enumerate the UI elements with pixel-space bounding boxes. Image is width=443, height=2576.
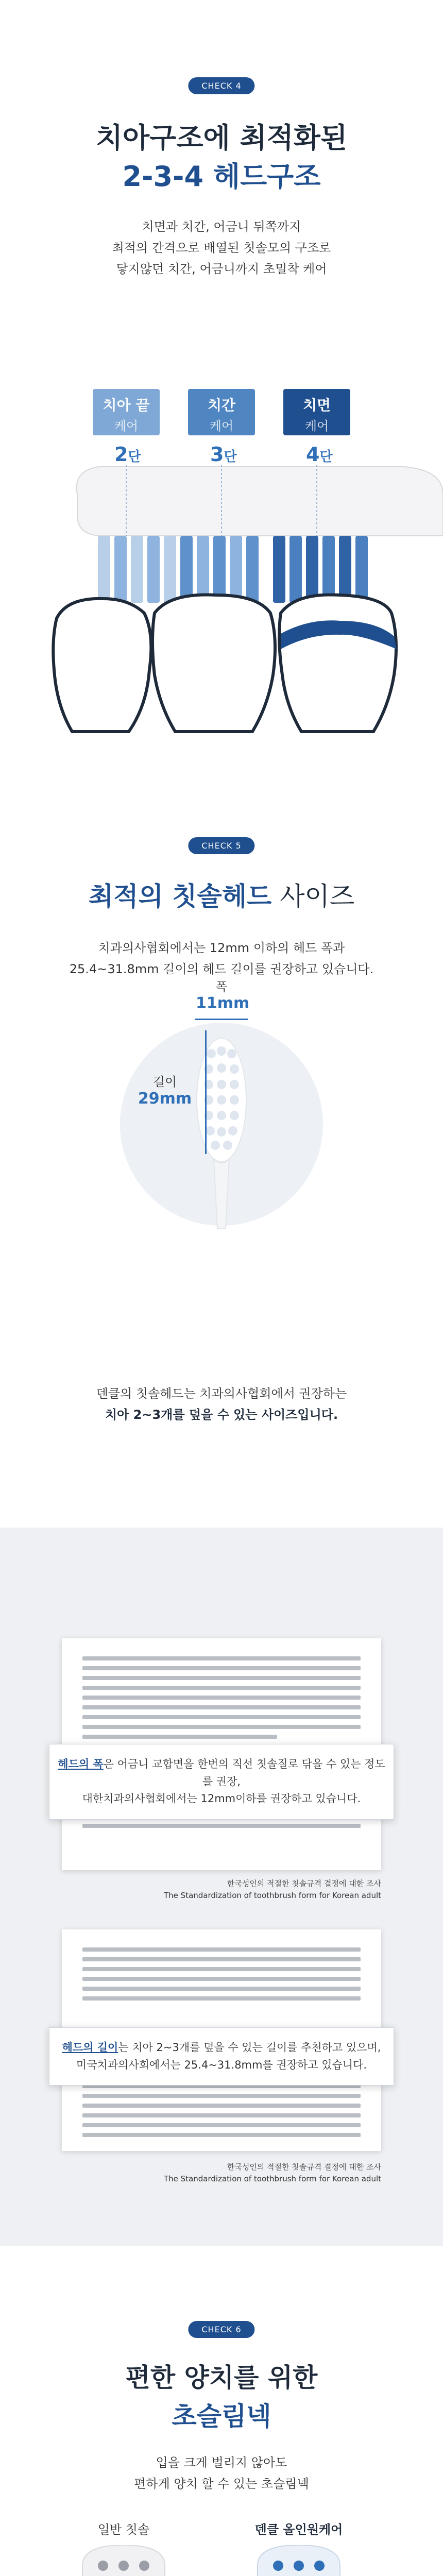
callout-1-highlight: 헤드의 폭 [58,1758,104,1770]
label-surface-care-sub: 케어 [304,419,329,433]
label-tip-care-title: 치아 끝 [103,397,150,414]
source-1-korean: 한국성인의 적절한 칫솔규격 결정에 대한 조사 [227,1879,381,1888]
step-3: 3단 [210,443,237,466]
label-interdental-care-title: 치간 [207,397,236,414]
check4-body [0,216,443,279]
brush-head-front-view [170,1023,273,1229]
check6-section [0,2246,443,2576]
length-label: 길이 [152,1075,177,1089]
width-label: 폭 [215,979,228,994]
check6-body-line1: 입을 크게 벌리지 않아도 [156,2455,287,2470]
label-surface-care [283,389,350,435]
check5-badge: CHECK 5 [188,837,254,854]
regular-brush-illustration [72,2545,175,2576]
width-value: 11mm [196,994,250,1012]
source-2-korean: 한국성인의 적절한 칫솔규격 결정에 대한 조사 [227,2162,381,2172]
length-line [205,1030,207,1154]
check6-body [0,2452,443,2495]
check4-title-line2: 2-3-4 헤드구조 [122,160,321,193]
research-callout-2 [49,2027,394,2086]
research-section [0,1528,443,2246]
check5-bottom-line1: 덴클의 칫솔헤드는 치과의사협회에서 권장하는 [96,1386,347,1401]
research-source-1 [62,1878,381,1901]
check4-body-line3: 닿지않던 치간, 어금니까지 초밀착 케어 [116,261,327,276]
check5-section [0,827,443,1528]
check4-badge: CHECK 4 [188,77,254,94]
label-surface-care-title: 치면 [302,397,331,414]
check5-title-dark: 사이즈 [271,882,355,911]
callout-2-line2: 미국치과의사회에서는 25.4~31.8mm를 권장하고 있습니다. [76,2058,367,2071]
check6-badge: CHECK 6 [188,2321,254,2338]
check4-body-line2: 최적의 간격으로 배열된 칫솔모의 구조로 [112,240,331,255]
length-value: 29mm [138,1090,192,1108]
callout-2-highlight: 헤드의 길이 [62,2041,118,2054]
width-line [195,1019,248,1020]
check5-bottom-text [0,1383,443,1426]
source-1-english: The Standardization of toothbrush form for Korean adult [164,1890,381,1900]
brush-teeth-illustration [0,464,443,752]
step-4: 4단 [306,443,333,466]
label-interdental-care [188,389,255,435]
check5-body-line2: 25.4~31.8mm 길이의 헤드 길이를 권장하고 있습니다. [69,961,374,976]
denkle-brush-illustration [247,2545,350,2576]
check4-title-line1: 치아구조에 최적화된 [95,122,348,154]
length-dimension [137,1072,193,1108]
label-interdental-care-sub: 케어 [209,419,234,433]
callout-1-line2: 대한치과의사협회에서는 12mm이하를 권장하고 있습니다. [82,1792,361,1805]
check6-title-line2: 초슬림넥 [172,2401,271,2431]
label-tip-care [93,389,160,435]
check4-body-line1: 치면과 치간, 어금니 뒤쪽까지 [142,219,301,234]
teeth [53,595,397,732]
check5-title [0,876,443,913]
step-2: 2단 [114,443,141,466]
research-callout-1 [49,1744,394,1820]
source-2-english: The Standardization of toothbrush form for Korean adult [164,2174,381,2183]
research-doc-2-text-lines [82,1947,361,2006]
check5-title-blue: 최적의 칫솔헤드 [88,882,272,911]
callout-1-text: 은 어금니 교합면을 한번의 직선 칫솔질로 닦을 수 있는 정도를 권장, [103,1758,385,1788]
check5-body [0,938,443,980]
check6-title-line1: 편한 양치를 위한 [125,2363,318,2393]
check5-body-line1: 치과의사협회에서는 12mm 이하의 헤드 폭과 [98,941,345,955]
check6-body-line2: 편하게 양치 할 수 있는 초슬림넥 [134,2476,309,2491]
check5-bottom-line2: 치아 2~3개를 덮을 수 있는 사이즈입니다. [105,1407,338,1422]
denkle-brush-label: 덴클 올인원케어 [254,2522,343,2537]
bristle-rows [98,536,368,603]
research-source-2 [62,2161,381,2184]
label-tip-care-sub: 케어 [114,419,139,433]
check4-section [0,0,443,827]
regular-brush-label: 일반 칫솔 [97,2522,150,2537]
width-dimension [196,976,250,1012]
research-doc-1-text-lines [82,1656,361,1744]
callout-2-text: 는 치아 2~3개를 덮을 수 있는 길이를 추천하고 있으며, [118,2041,381,2054]
